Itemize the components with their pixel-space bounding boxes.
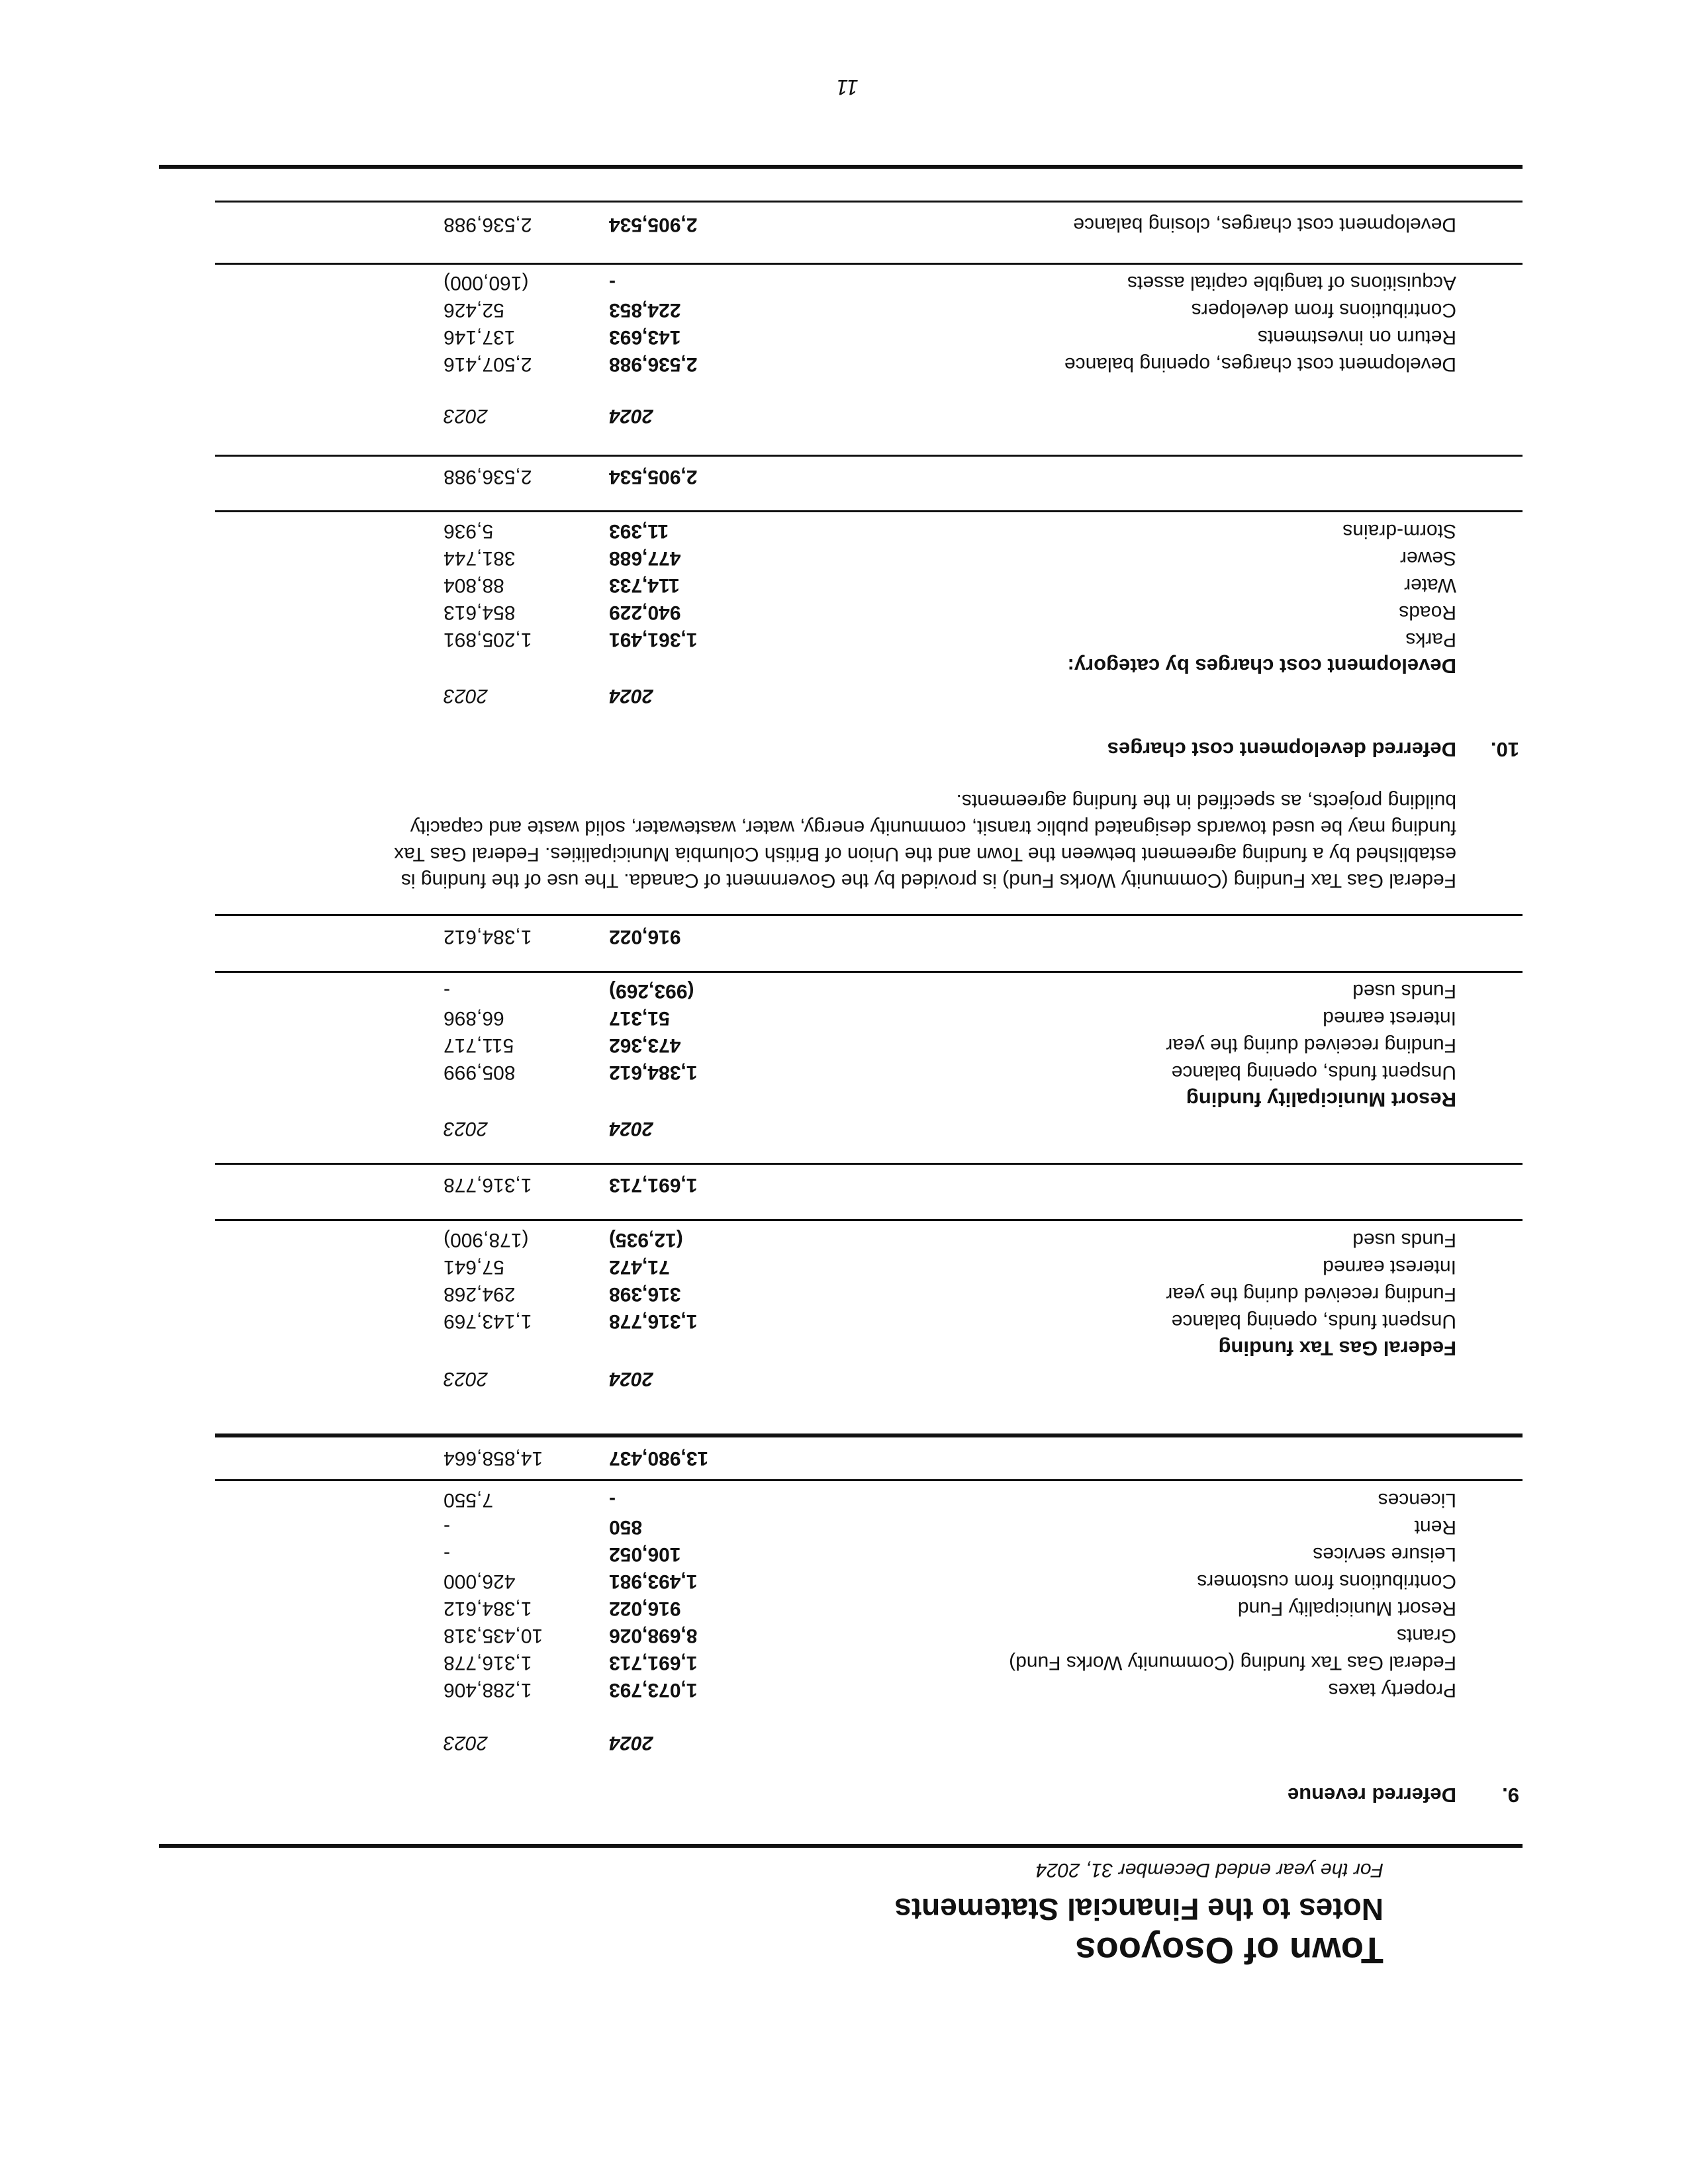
value-2023: 2,507,416 xyxy=(444,353,532,375)
value-2023: 1,316,778 xyxy=(444,1652,532,1674)
value-2023: 1,143,769 xyxy=(444,1310,532,1332)
year-current: 2024 xyxy=(609,405,653,427)
total-2023: 14,858,664 xyxy=(444,1447,543,1469)
table-row xyxy=(199,295,1456,321)
row-label: Leisure services xyxy=(1313,1543,1456,1565)
value-2024: 1,384,612 xyxy=(609,1062,698,1083)
year-prior: 2023 xyxy=(444,405,488,427)
table-row xyxy=(199,1620,1456,1647)
value-2023: 88,804 xyxy=(444,574,504,596)
value-2023: 5,936 xyxy=(444,520,494,542)
value-2023: 1,288,406 xyxy=(444,1679,532,1701)
table-row xyxy=(199,1593,1456,1619)
subtotal-rule xyxy=(215,263,1523,265)
paragraph-line: building projects, as specified in the funding agreements. xyxy=(956,790,1456,812)
table-row xyxy=(199,1030,1456,1056)
table-row xyxy=(199,1003,1456,1029)
value-2024: 2,536,988 xyxy=(609,353,698,375)
total-2023: 1,316,778 xyxy=(444,1174,532,1196)
row-label: Development cost charges, opening balance xyxy=(1064,353,1456,375)
year-header-row xyxy=(199,680,1456,707)
value-2024: 940,229 xyxy=(609,602,681,623)
org-title: Town of Osoyoos xyxy=(1075,1930,1383,1972)
table-row xyxy=(199,349,1456,375)
row-label: Funds used xyxy=(1352,980,1456,1002)
value-2024: 114,733 xyxy=(609,574,680,596)
total-rule xyxy=(215,1163,1523,1165)
subtotal-rule xyxy=(215,1479,1523,1481)
row-label: Unspent funds, opening balance xyxy=(1171,1310,1456,1332)
row-label: Sewer xyxy=(1399,547,1456,569)
value-2023: 7,550 xyxy=(444,1489,494,1511)
table-row xyxy=(199,624,1456,651)
value-2024: 473,362 xyxy=(609,1034,681,1056)
row-label: Contributions from customers xyxy=(1197,1570,1456,1592)
total-2023: 2,536,988 xyxy=(444,214,532,236)
row-label: Acquisitions of tangible capital assets xyxy=(1127,272,1456,294)
year-prior: 2023 xyxy=(444,685,488,707)
value-2023: (178,900) xyxy=(444,1229,529,1251)
total-row xyxy=(199,1443,1456,1469)
row-label: Rent xyxy=(1414,1516,1456,1538)
table-row xyxy=(199,1306,1456,1332)
total-2024: 2,905,534 xyxy=(609,466,698,488)
value-2024: 477,688 xyxy=(609,547,681,569)
year-current: 2024 xyxy=(609,685,653,707)
value-2023: 1,384,612 xyxy=(444,1598,532,1619)
year-prior: 2023 xyxy=(444,1368,488,1390)
row-label: Return on investments xyxy=(1257,326,1456,348)
row-label: Roads xyxy=(1399,602,1456,623)
value-2023: (160,000) xyxy=(444,272,529,294)
closing-row xyxy=(199,209,1456,236)
year-header-row xyxy=(199,1113,1456,1140)
value-2023: 10,435,318 xyxy=(444,1625,543,1647)
year-header-row xyxy=(199,400,1456,427)
value-2024: - xyxy=(609,1489,616,1511)
paragraph-line: established by a funding agreement between the Town and the Union of British Columbia Municipalities. Federal Gas Tax xyxy=(394,843,1456,865)
row-label: Development cost charges, closing balance xyxy=(1073,214,1456,236)
row-label: Unspent funds, opening balance xyxy=(1171,1062,1456,1083)
table-row xyxy=(199,1057,1456,1083)
row-label: Contributions from developers xyxy=(1191,299,1456,321)
table-row xyxy=(199,322,1456,348)
row-label: Storm-drains xyxy=(1342,520,1456,542)
value-2024: 1,691,713 xyxy=(609,1652,698,1674)
total-row xyxy=(199,921,1456,948)
value-2024: 8,698,026 xyxy=(609,1625,698,1647)
total-2024: 2,905,534 xyxy=(609,214,698,236)
value-2024: 71,472 xyxy=(609,1256,670,1278)
note-10-number: 10. xyxy=(1490,738,1519,761)
total-2024: 13,980,437 xyxy=(609,1447,709,1469)
row-label: Property taxes xyxy=(1328,1679,1456,1701)
gas-tax-heading: Federal Gas Tax funding xyxy=(1218,1337,1456,1360)
value-2023: 294,268 xyxy=(444,1283,516,1305)
total-2023: 2,536,988 xyxy=(444,466,532,488)
paragraph-line: Federal Gas Tax Funding (Community Works Fund) is provided by the Government of Canada. The use of the funding is xyxy=(400,870,1456,891)
subtotal-rule xyxy=(215,971,1523,973)
value-2024: 1,361,491 xyxy=(609,629,698,651)
note-9-number: 9. xyxy=(1502,1784,1519,1807)
value-2024: 1,493,981 xyxy=(609,1570,698,1592)
subtotal-rule xyxy=(215,510,1523,512)
row-label: Funds used xyxy=(1352,1229,1456,1251)
value-2023: 805,999 xyxy=(444,1062,516,1083)
year-header-row xyxy=(199,1727,1456,1754)
table-row xyxy=(199,1279,1456,1305)
value-2023: 52,426 xyxy=(444,299,504,321)
row-label: Federal Gas Tax funding (Community Works Fund) xyxy=(1009,1652,1456,1674)
row-label: Grants xyxy=(1396,1625,1456,1647)
row-label: Funding received during the year xyxy=(1166,1034,1456,1056)
year-current: 2024 xyxy=(609,1118,653,1140)
table-row xyxy=(199,1566,1456,1592)
table-row xyxy=(199,1674,1456,1701)
value-2024: 51,317 xyxy=(609,1007,670,1029)
row-label: Resort Municipality Fund xyxy=(1237,1598,1456,1619)
note-10-heading: Deferred development cost charges xyxy=(1107,738,1456,761)
total-row xyxy=(199,1169,1456,1196)
table-row xyxy=(199,1647,1456,1674)
value-2024: (993,269) xyxy=(609,980,694,1002)
value-2023: 57,641 xyxy=(444,1256,504,1278)
year-header-row xyxy=(199,1363,1456,1390)
row-label: Interest earned xyxy=(1323,1007,1456,1029)
total-row xyxy=(199,461,1456,488)
dcc-category-heading: Development cost charges by category: xyxy=(1067,655,1456,678)
total-2024: 1,691,713 xyxy=(609,1174,698,1196)
table-row xyxy=(199,516,1456,542)
total-rule xyxy=(215,455,1523,457)
total-2023: 1,384,612 xyxy=(444,926,532,948)
total-2024: 916,022 xyxy=(609,926,681,948)
row-label: Funding received during the year xyxy=(1166,1283,1456,1305)
year-prior: 2023 xyxy=(444,1118,488,1140)
total-rule xyxy=(215,1433,1523,1437)
note-9-heading: Deferred revenue xyxy=(1287,1784,1456,1807)
value-2023: 426,000 xyxy=(444,1570,516,1592)
row-label: Interest earned xyxy=(1323,1256,1456,1278)
value-2023: 66,896 xyxy=(444,1007,504,1029)
value-2023: - xyxy=(444,1516,450,1538)
table-row xyxy=(199,570,1456,596)
table-row xyxy=(199,1251,1456,1278)
header-rule xyxy=(159,1844,1523,1848)
value-2023: - xyxy=(444,1543,450,1565)
value-2024: 106,052 xyxy=(609,1543,681,1565)
table-row xyxy=(199,543,1456,569)
value-2024: 224,853 xyxy=(609,299,681,321)
resort-heading: Resort Municipality funding xyxy=(1186,1088,1456,1111)
page-number: 11 xyxy=(836,75,859,99)
value-2024: 916,022 xyxy=(609,1598,681,1619)
period-subtitle: For the year ended December 31, 2024 xyxy=(1035,1859,1383,1881)
value-2023: - xyxy=(444,980,450,1002)
table-row xyxy=(199,597,1456,623)
value-2024: 11,393 xyxy=(609,520,669,542)
total-rule xyxy=(215,914,1523,916)
value-2023: 854,613 xyxy=(444,602,516,623)
total-rule xyxy=(215,201,1523,203)
value-2024: 316,398 xyxy=(609,1283,681,1305)
value-2023: 381,744 xyxy=(444,547,516,569)
year-current: 2024 xyxy=(609,1368,653,1390)
value-2024: 850 xyxy=(609,1516,643,1538)
value-2024: - xyxy=(609,272,616,294)
table-row xyxy=(199,1224,1456,1251)
row-label: Water xyxy=(1404,574,1456,596)
row-label: Parks xyxy=(1405,629,1456,651)
value-2023: 1,205,891 xyxy=(444,629,532,651)
year-current: 2024 xyxy=(609,1732,653,1754)
value-2024: 1,073,793 xyxy=(609,1679,698,1701)
subtotal-rule xyxy=(215,1219,1523,1221)
footer-rule xyxy=(159,165,1523,169)
table-row xyxy=(199,267,1456,294)
page-title: Notes to the Financial Statements xyxy=(894,1892,1383,1927)
value-2024: 143,693 xyxy=(609,326,681,348)
table-row xyxy=(199,976,1456,1002)
value-2024: (12,935) xyxy=(609,1229,683,1251)
value-2023: 137,146 xyxy=(444,326,516,348)
table-row xyxy=(199,1512,1456,1538)
value-2023: 511,717 xyxy=(444,1034,514,1056)
table-row xyxy=(199,1484,1456,1511)
row-label: Licences xyxy=(1378,1489,1456,1511)
paragraph-line: funding may be used towards designated public transit, community energy, water, wastewater, solid waste and capacity xyxy=(410,817,1456,839)
value-2024: 1,316,778 xyxy=(609,1310,698,1332)
table-row xyxy=(199,1539,1456,1565)
year-prior: 2023 xyxy=(444,1732,488,1754)
gas-tax-paragraph xyxy=(205,788,1456,893)
